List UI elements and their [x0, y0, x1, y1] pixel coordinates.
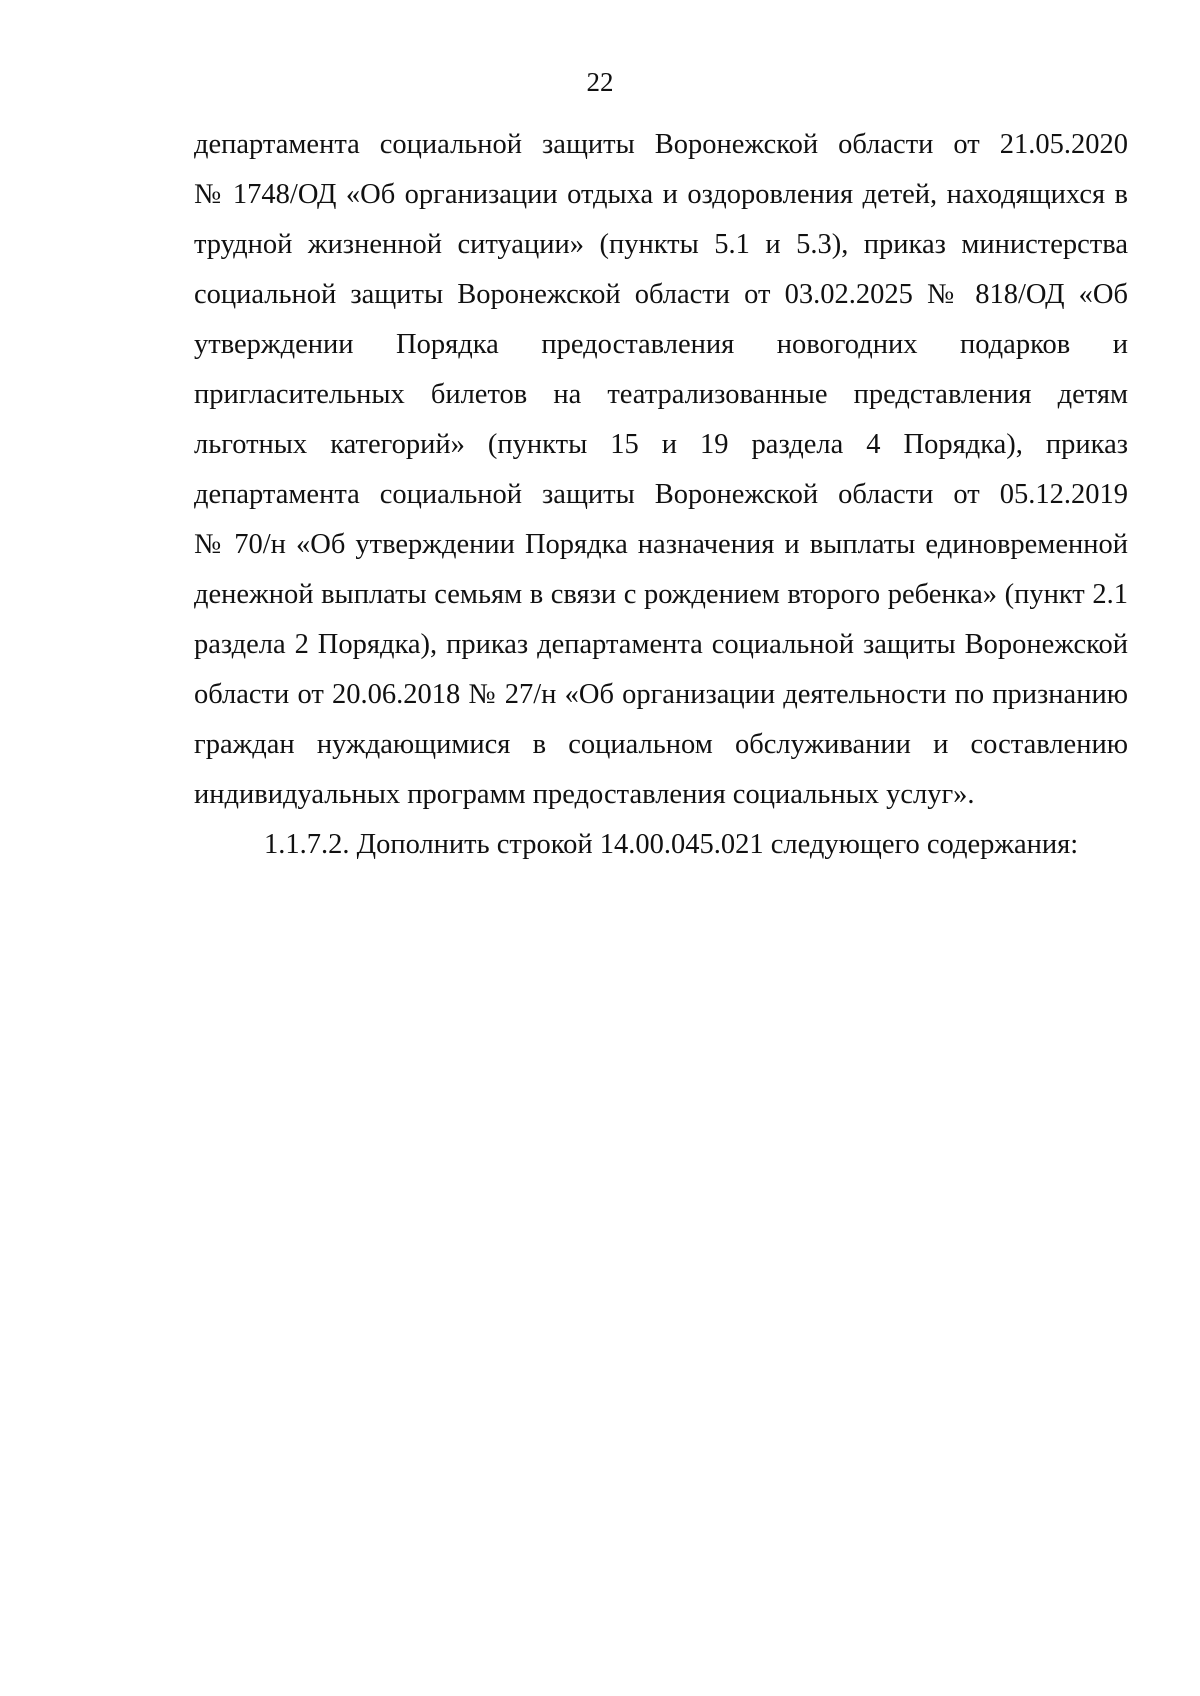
text-line: раздела 2 Порядка), приказ департамента социальной защиты Воронежской — [194, 629, 1128, 660]
paragraph-legal-references — [194, 120, 1128, 820]
text-line: № 1748/ОД «Об организации отдыха и оздоровления детей, находящихся в — [194, 179, 1128, 210]
text-line: денежной выплаты семьям в связи с рождением второго ребенка» (пункт 2.1 — [194, 579, 1128, 610]
text-line: льготных категорий» (пункты 15 и 19 раздела 4 Порядка), приказ — [194, 429, 1128, 460]
text-line: индивидуальных программ предоставления социальных услуг». — [194, 779, 975, 810]
text-line: департамента социальной защиты Воронежской области от 21.05.2020 — [194, 129, 1128, 160]
text-line: утверждении Порядка предоставления новогодних подарков и — [194, 329, 1128, 360]
text-line: пригласительных билетов на театрализованные представления детям — [194, 379, 1128, 410]
text-line: 1.1.7.2. Дополнить строкой 14.00.045.021 следующего содержания: — [264, 829, 1079, 860]
text-line: социальной защиты Воронежской области от 03.02.2025 № 818/ОД «Об — [194, 279, 1128, 310]
paragraph-amendment — [194, 820, 1128, 870]
page-number: 22 — [586, 67, 614, 97]
text-line: трудной жизненной ситуации» (пункты 5.1 и 5.3), приказ министерства — [194, 229, 1128, 260]
text-line: департамента социальной защиты Воронежской области от 05.12.2019 — [194, 479, 1128, 510]
text-line: № 70/н «Об утверждении Порядка назначения и выплаты единовременной — [194, 529, 1128, 560]
text-line: области от 20.06.2018 № 27/н «Об организации деятельности по признанию — [194, 679, 1128, 710]
document-body — [194, 120, 1128, 870]
text-line: граждан нуждающимися в социальном обслуживании и составлению — [194, 729, 1128, 760]
